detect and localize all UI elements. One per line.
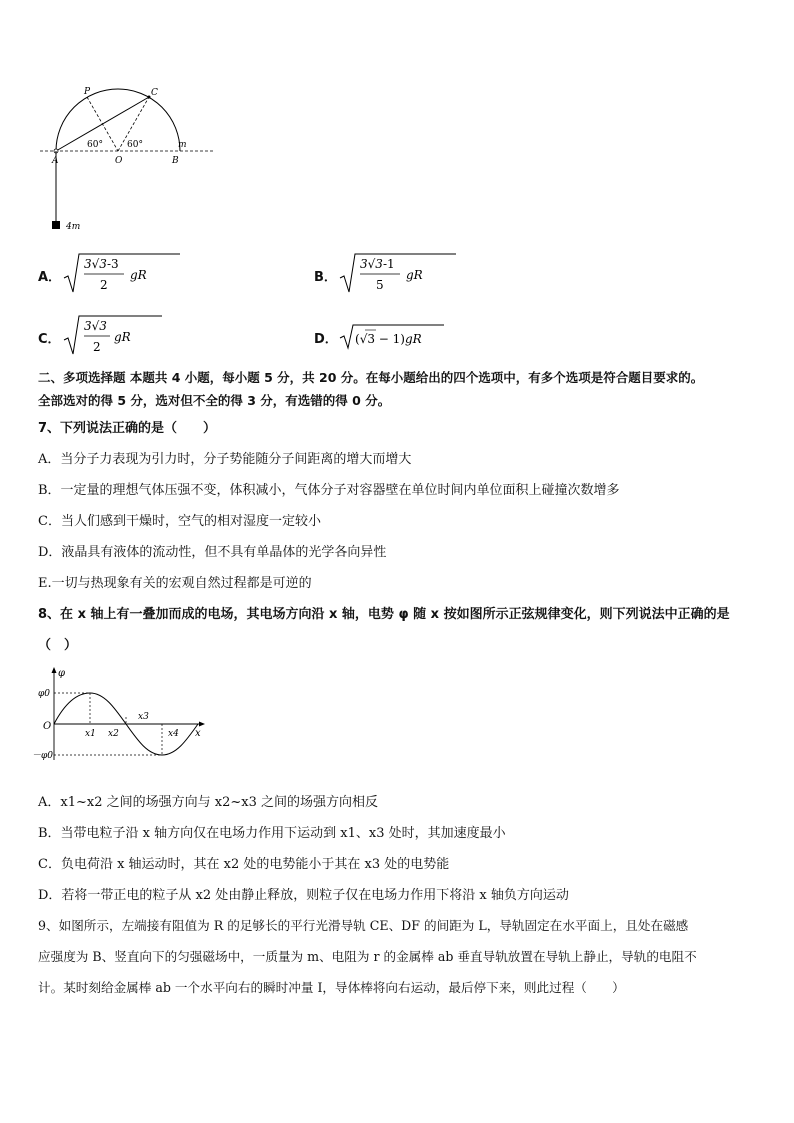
svg-text:3√3-1: 3√3-1 — [360, 257, 395, 271]
q7-option-a: A．当分子力表现为引力时，分子势能随分子间距离的增大而增大 — [38, 452, 412, 467]
option-label: A． — [38, 270, 62, 285]
phi-label: φ — [58, 668, 66, 679]
svg-text:2: 2 — [100, 278, 108, 292]
angle-label-1: 60° — [87, 140, 103, 150]
section2-line2: 全部选对的得 5 分，选对但不全的得 3 分，有选错的得 0 分。 — [38, 393, 391, 408]
q7-option-d: D．液晶具有液体的流动性，但不具有单晶体的光学各向异性 — [38, 545, 387, 560]
x1-label: x1 — [85, 729, 96, 739]
svg-text:gR: gR — [114, 330, 131, 344]
q8-option-c: C．负电荷沿 x 轴运动时，其在 x2 处的电势能小于其在 x3 处的电势能 — [38, 857, 450, 872]
potential-graph — [32, 665, 208, 765]
label-o: O — [115, 156, 123, 166]
semicircle-figure — [38, 85, 218, 235]
q8-option-d: D．若将一带正电的粒子从 x2 处由静止释放，则粒子仅在电场力作用下将沿 x 轴负方向运动 — [38, 888, 569, 903]
option-label: D． — [314, 332, 338, 347]
q9-line3: 计。某时刻给金属棒 ab 一个水平向右的瞬时冲量 I，导体棒将向右运动，最后停下来，则此过程（ ） — [38, 980, 625, 995]
x4-label: x4 — [168, 729, 179, 739]
q9-line1: 9、如图所示，左端接有阻值为 R 的足够长的平行光滑导轨 CE、DF 的间距为 L，导轨固定在水平面上，且处在磁感 — [38, 918, 689, 933]
angle-label-2: 60° — [127, 140, 143, 150]
label-p: P — [84, 87, 91, 97]
svg-text:3√3-3: 3√3-3 — [84, 257, 119, 271]
label-a: A — [52, 156, 59, 166]
q8-stem-1: 8、在 x 轴上有一叠加而成的电场，其电场方向沿 x 轴，电势 φ 随 x 按如图所示正弦规律变化，则下列说法中正确的是 — [38, 607, 730, 622]
label-b: B — [172, 156, 179, 166]
section2-line1: 二、多项选择题 本题共 4 小题，每小题 5 分，共 20 分。在每小题给出的四个选项中，有多个选项是符合题目要求的。 — [38, 370, 704, 385]
label-c: C — [151, 88, 158, 98]
svg-text:2: 2 — [93, 340, 101, 354]
q7-option-e: E.一切与热现象有关的宏观自然过程都是可逆的 — [38, 576, 312, 591]
q7-stem: 7、下列说法正确的是（ ） — [38, 421, 217, 436]
sqrt-expression-b — [338, 252, 458, 296]
q8-option-b: B．当带电粒子沿 x 轴方向仅在电场力作用下运动到 x1、x3 处时，其加速度最小 — [38, 826, 506, 841]
q7-option-c: C．当人们感到干燥时，空气的相对湿度一定较小 — [38, 514, 321, 529]
x-axis-label: x — [195, 728, 201, 739]
origin-label: O — [43, 721, 52, 732]
option-label: B． — [314, 270, 337, 285]
neg-phi0-label: －φ0 — [32, 751, 54, 761]
option-label: C． — [38, 332, 61, 347]
svg-text:5: 5 — [376, 278, 384, 292]
q8-option-a: A．x1~x2 之间的场强方向与 x2~x3 之间的场强方向相反 — [38, 795, 378, 810]
q7-option-b: B．一定量的理想气体压强不变，体积减小，气体分子对容器壁在单位时间内单位面积上碰撞次数增多 — [38, 483, 620, 498]
svg-text:(√3 − 1)gR: (√3 − 1)gR — [355, 332, 422, 346]
q8-stem-2: （ ） — [38, 638, 78, 653]
q9-line2: 应强度为 B、竖直向下的匀强磁场中，一质量为 m、电阻为 r 的金属棒 ab 垂直导轨放置在导轨上静止，导轨的电阻不 — [38, 949, 697, 964]
label-m: m — [178, 140, 187, 150]
sqrt-expression-d — [338, 322, 448, 352]
svg-text:3√3: 3√3 — [84, 319, 107, 333]
svg-text:gR: gR — [406, 268, 423, 282]
label-mass: 4m — [66, 222, 81, 232]
sqrt-expression-a — [62, 252, 182, 296]
phi0-label: φ0 — [38, 689, 51, 699]
svg-text:gR: gR — [130, 268, 147, 282]
x3-label: x3 — [138, 712, 149, 722]
sqrt-expression-c — [62, 314, 172, 358]
x2-label: x2 — [108, 729, 119, 739]
